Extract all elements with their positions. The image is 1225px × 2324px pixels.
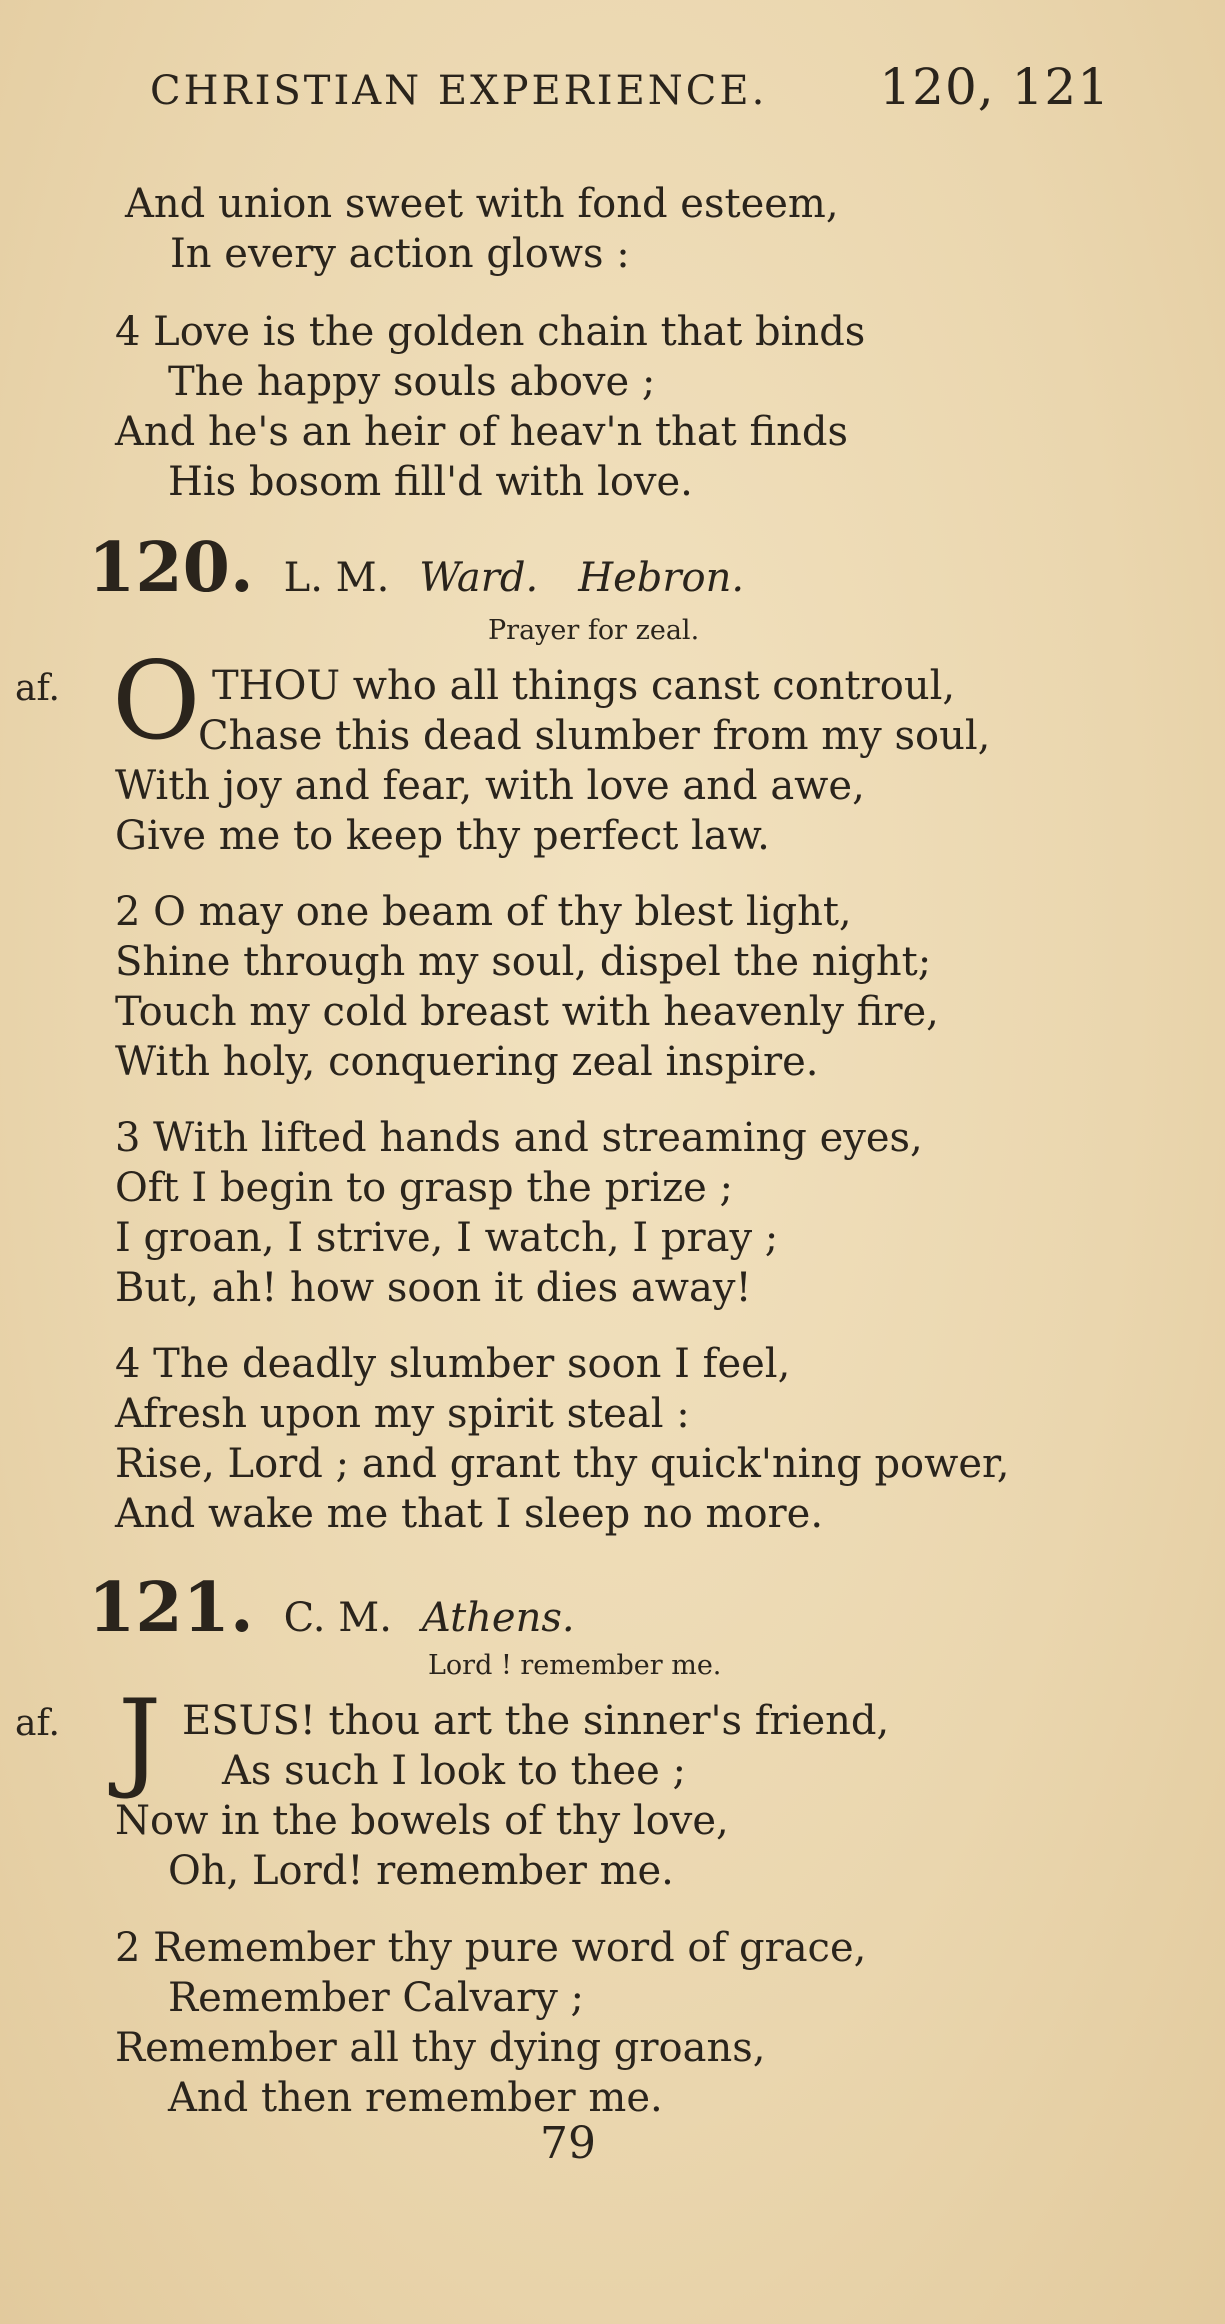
verse-line: ESUS! thou art the sinner's friend, (182, 1698, 890, 1744)
margin-marker: af. (15, 668, 60, 709)
hymn-tune: Hebron. (578, 555, 745, 601)
margin-marker: af. (15, 1703, 60, 1744)
running-title: CHRISTIAN EXPERIENCE. (150, 68, 768, 114)
hymn-meter: L. M. (283, 555, 390, 601)
verse-line: Remember Calvary ; (168, 1975, 585, 2021)
hymn-tune: Athens. (421, 1595, 575, 1641)
verse-line: But, ah! how soon it dies away! (115, 1265, 752, 1311)
verse-line: Give me to keep thy perfect law. (115, 813, 770, 859)
verse-line: Rise, Lord ; and grant thy quick'ning power, (115, 1441, 1010, 1487)
verse-line: And union sweet with fond esteem, (125, 181, 839, 227)
verse-line: 4 Love is the golden chain that binds (115, 309, 866, 355)
hymn-subtitle: Prayer for zeal. (488, 615, 700, 646)
verse-line: His bosom fill'd with love. (168, 459, 693, 505)
verse-line: With holy, conquering zeal inspire. (115, 1039, 819, 1085)
verse-line: 2 O may one beam of thy blest light, (115, 889, 852, 935)
running-header (150, 58, 1110, 138)
hymn-subtitle: Lord ! remember me. (428, 1650, 722, 1681)
verse-line: Shine through my soul, dispel the night; (115, 939, 932, 985)
verse-line: The happy souls above ; (168, 359, 656, 405)
verse-line: Afresh upon my spirit steal : (115, 1391, 690, 1437)
verse-line: Remember all thy dying groans, (115, 2025, 766, 2071)
verse-line: Now in the bowels of thy love, (115, 1798, 729, 1844)
page-numbers: 120, 121 (879, 58, 1110, 116)
verse-line: I groan, I strive, I watch, I pray ; (115, 1215, 779, 1261)
verse-line: 2 Remember thy pure word of grace, (115, 1925, 867, 1971)
verse-line: Oft I begin to grasp the prize ; (115, 1165, 734, 1211)
verse-line: As such I look to thee ; (222, 1748, 686, 1794)
hymn-heading-120 (88, 528, 784, 608)
drop-cap: J (118, 1677, 162, 1802)
hymn-number: 120. (88, 528, 254, 608)
verse-line: 3 With lifted hands and streaming eyes, (115, 1115, 923, 1161)
page-folio: 79 (540, 2118, 596, 2169)
verse-line: And he's an heir of heav'n that finds (115, 409, 849, 455)
hymn-tune: Ward. (419, 555, 539, 601)
verse-line: And wake me that I sleep no more. (115, 1491, 824, 1537)
verse-line: With joy and fear, with love and awe, (115, 763, 865, 809)
verse-line: And then remember me. (168, 2075, 663, 2121)
verse-line: Chase this dead slumber from my soul, (198, 713, 991, 759)
verse-line: Touch my cold breast with heavenly fire, (115, 989, 939, 1035)
verse-line: THOU who all things canst controul, (212, 663, 956, 709)
verse-line: Oh, Lord! remember me. (168, 1848, 674, 1894)
hymn-heading-121 (88, 1568, 615, 1648)
verse-line: In every action glows : (170, 231, 630, 277)
hymn-number: 121. (88, 1568, 254, 1648)
drop-cap: O (112, 639, 201, 764)
hymn-meter: C. M. (283, 1595, 392, 1641)
verse-line: 4 The deadly slumber soon I feel, (115, 1341, 791, 1387)
